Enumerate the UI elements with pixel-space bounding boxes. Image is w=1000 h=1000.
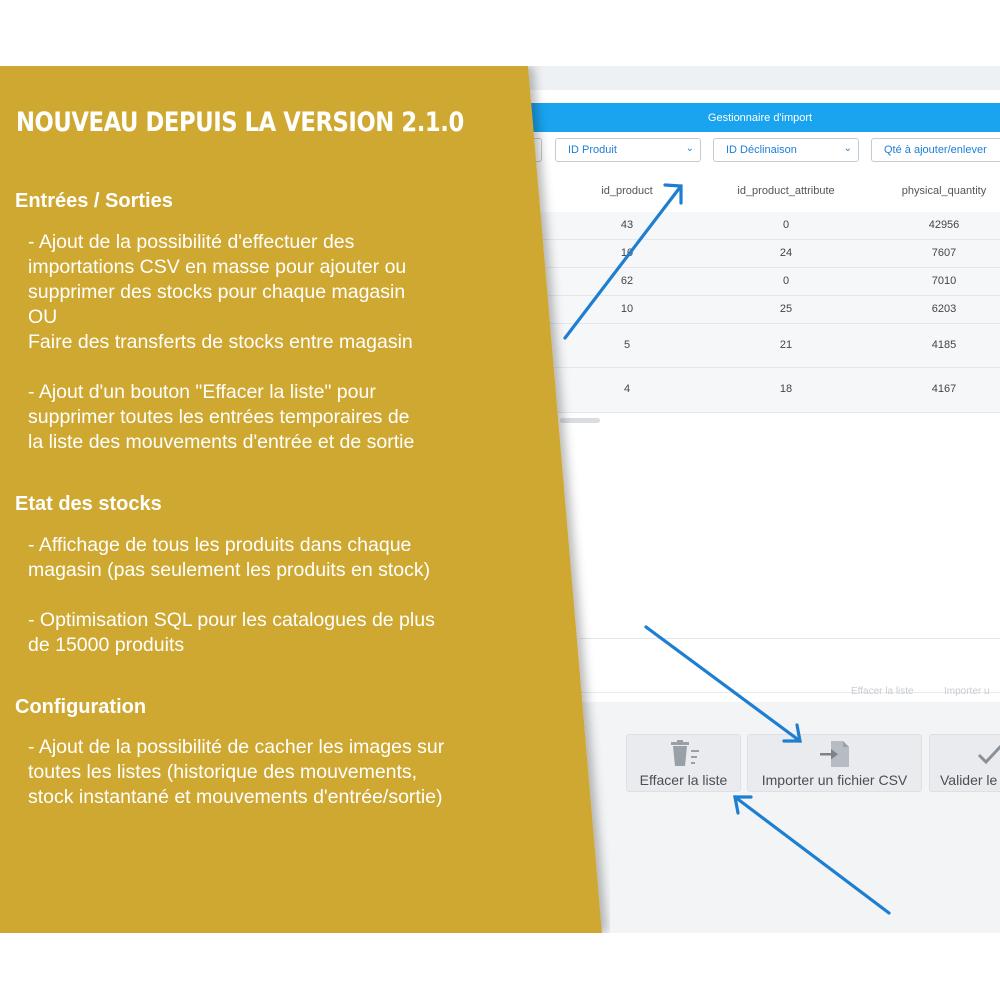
check-icon xyxy=(975,739,1000,774)
table-cell: 6203 xyxy=(931,303,957,315)
select-id-produit[interactable]: ID Produit ⌄ xyxy=(555,138,701,162)
column-header-physical-quantity: physical_quantity xyxy=(901,185,987,197)
validate-button[interactable]: Valider le xyxy=(929,734,1000,792)
table-cell: 4185 xyxy=(931,339,957,351)
table-cell: 0 xyxy=(782,275,790,287)
section-title-configuration: Configuration xyxy=(15,696,147,718)
table-cell: 7607 xyxy=(931,247,957,259)
bullet-hide-images: - Ajout de la possibilité de cacher les images sur toutes les listes (historique des mouvements, stock instantané et mouvements d'entrée/sortie) xyxy=(28,736,445,808)
select-id-declinaison[interactable]: ID Déclinaison ⌄ xyxy=(713,138,859,162)
table-cell: 25 xyxy=(779,303,793,315)
table-cell: 4167 xyxy=(931,383,957,395)
import-manager-title: Gestionnaire d'import xyxy=(707,111,813,124)
ghost-clear-list-label: Effacer la liste xyxy=(851,686,914,697)
chevron-down-icon: ⌄ xyxy=(843,143,852,154)
divider xyxy=(580,638,1000,639)
chevron-down-icon: ⌄ xyxy=(685,143,694,154)
table-cell: 7010 xyxy=(931,275,957,287)
table-cell: 10 xyxy=(620,247,634,259)
bullet-csv-import: - Ajout de la possibilité d'effectuer des importations CSV en masse pour ajouter ou supprimer des stocks pour chaque magasin OU Faire des transferts de stocks entre magasin xyxy=(28,231,413,353)
trash-icon xyxy=(666,739,702,774)
table-cell: 21 xyxy=(779,339,793,351)
table-cell: 24 xyxy=(779,247,793,259)
table-cell: 43 xyxy=(620,219,634,231)
table-cell: 0 xyxy=(782,219,790,231)
table-cell: 42956 xyxy=(928,219,960,231)
ghost-import-label: Importer u xyxy=(944,686,990,697)
table-cell: 62 xyxy=(620,275,634,287)
table-cell: 5 xyxy=(623,339,631,351)
headline: NOUVEAU DEPUIS LA VERSION 2.1.0 xyxy=(16,107,464,138)
bullet-clear-list: - Ajout d'un bouton "Effacer la liste" pour supprimer toutes les entrées temporaires de la liste des mouvements d'entrée et de sortie xyxy=(28,381,415,453)
select-quantite[interactable]: Qté à ajouter/enlever xyxy=(871,138,1000,162)
column-header-id-product-attribute: id_product_attribute xyxy=(737,185,835,197)
section-title-etat-des-stocks: Etat des stocks xyxy=(15,493,162,515)
bullet-sql-optimisation: - Optimisation SQL pour les catalogues de plus de 15000 produits xyxy=(28,609,435,656)
feature-notes-panel xyxy=(0,66,610,933)
table-cell: 18 xyxy=(779,383,793,395)
column-header-id-product: id_product xyxy=(601,185,653,197)
table-cell: 4 xyxy=(623,383,631,395)
clear-list-button[interactable]: Effacer la liste xyxy=(626,734,741,792)
file-import-icon xyxy=(817,739,853,774)
bullet-all-products: - Affichage de tous les produits dans chaque magasin (pas seulement les produits en stock) xyxy=(28,534,431,581)
section-title-entrees-sorties: Entrées / Sorties xyxy=(15,190,173,212)
table-cell: 10 xyxy=(620,303,634,315)
divider xyxy=(580,692,1000,693)
import-csv-button[interactable]: Importer un fichier CSV xyxy=(747,734,922,792)
